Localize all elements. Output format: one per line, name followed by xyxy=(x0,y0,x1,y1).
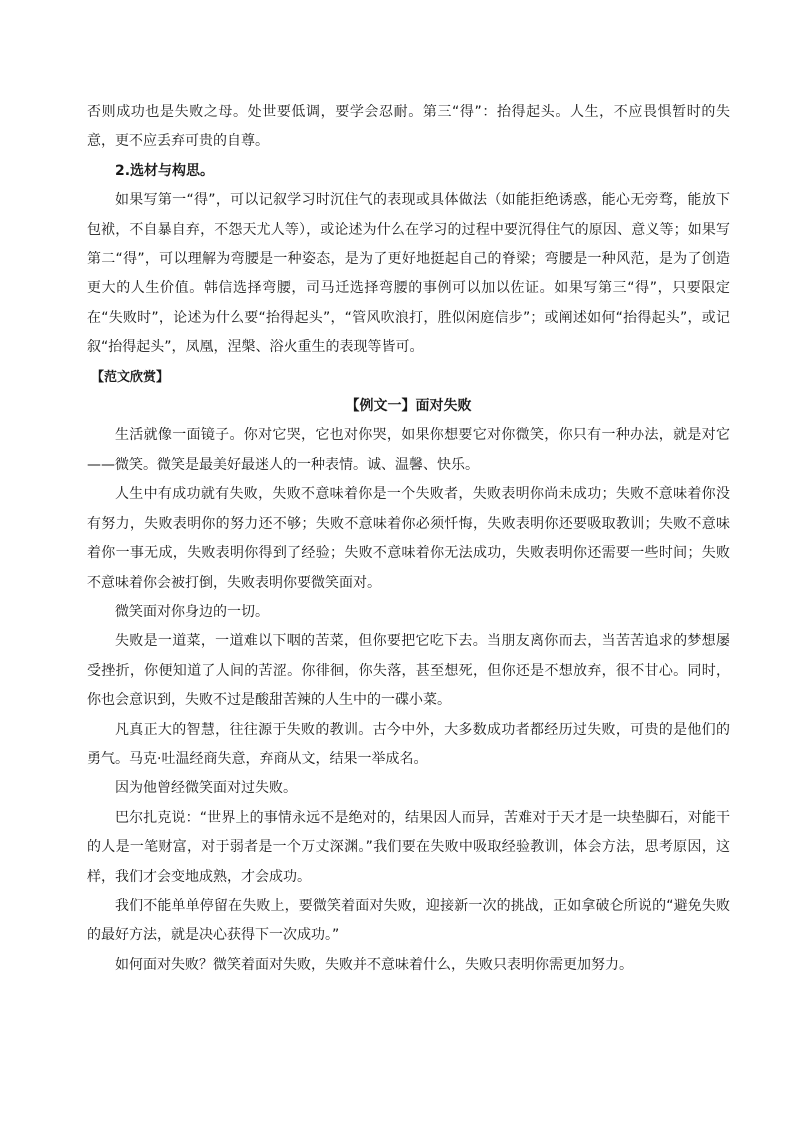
essay-paragraph: 凡真正大的智慧，往往源于失败的教训。古今中外，大多数成功者都经历过失败，可贵的是他们的勇气。马克·吐温经商失意，弃商从文，结果一举成名。 xyxy=(87,721,730,767)
essay-paragraph: 如何面对失败？微笑着面对失败，失败并不意味着什么，失败只表明你需更加努力。 xyxy=(115,956,633,973)
section-label: 【范文欣赏】 xyxy=(91,369,170,385)
essay-paragraph: 生活就像一面镜子。你对它哭，它也对你哭，如果你想要它对你微笑，你只有一种办法，就是对它——微笑。微笑是最美好最迷人的一种表情。诚、温馨、快乐。 xyxy=(87,427,730,473)
intro-paragraph: 否则成功也是失败之母。处世要低调，要学会忍耐。第三“得”：抬得起头。人生，不应畏惧暂时的失意，更不应丢弃可贵的自尊。 xyxy=(87,104,730,150)
document-page xyxy=(87,98,730,980)
material-paragraph: 如果写第一“得”，可以记叙学习时沉住气的表现或具体做法（如能拒绝诱惑，能心无旁骛，能放下包袱，不自暴自弃，不怨天尤人等），或论述为什么在学习的过程中要沉得住气的原因、意义等；如果写第二“得”，可以理解为弯腰是一种姿态，是为了更好地挺起自己的脊梁；弯腰是一种风范，是为了创造更大的人生价值。韩信选择弯腰，司马迁选择弯腰的事例可以加以佐证。如果写第三“得”，只要限定在“失败时”，论述为什么要“抬得起头”，“管风吹浪打，胜似闲庭信步”；或阐述如何“抬得起头”，或记叙“抬得起头”，凤凰，涅槃、浴火重生的表现等皆可。 xyxy=(87,192,730,356)
essay-paragraph: 人生中有成功就有失败，失败不意味着你是一个失败者，失败表明你尚未成功；失败不意味着你没有努力，失败表明你的努力还不够；失败不意味着你必须忏悔，失败表明你还要吸取教训；失败不意味着你一事无成，失败表明你得到了经验；失败不意味着你无法成功，失败表明你还需要一些时间；失败不意味着你会被打倒，失败表明你要微笑面对。 xyxy=(87,486,730,591)
essay-paragraph: 失败是一道菜，一道难以下咽的苦菜，但你要把它吃下去。当朋友离你而去，当苦苦追求的梦想屡受挫折，你便知道了人间的苦涩。你徘徊，你失落，甚至想死，但你还是不想放弃，很不甘心。同时，你也会意识到，失败不过是酸甜苦辣的人生中的一碟小菜。 xyxy=(87,633,730,709)
subsection-heading: 2.选材与构思。 xyxy=(115,162,215,179)
essay-paragraph: 因为他曾经微笑面对过失败。 xyxy=(115,780,297,797)
essay-body xyxy=(87,421,730,980)
essay-paragraph: 微笑面对你身边的一切。 xyxy=(115,603,269,620)
essay-paragraph: 巴尔扎克说：“世界上的事情永远不是绝对的，结果因人而异，苦难对于天才是一块垫脚石，对能干的人是一笔财富，对于弱者是一个万丈深渊。”我们要在失败中吸取经验教训，体会方法，思考原因，这样，我们才会变地成熟，才会成功。 xyxy=(87,809,730,885)
essay-paragraph: 我们不能单单停留在失败上，要微笑着面对失败，迎接新一次的挑战，正如拿破仑所说的“避免失败的最好方法，就是决心获得下一次成功。” xyxy=(87,897,730,944)
essay-title: 【例文一】面对失败 xyxy=(345,398,472,415)
